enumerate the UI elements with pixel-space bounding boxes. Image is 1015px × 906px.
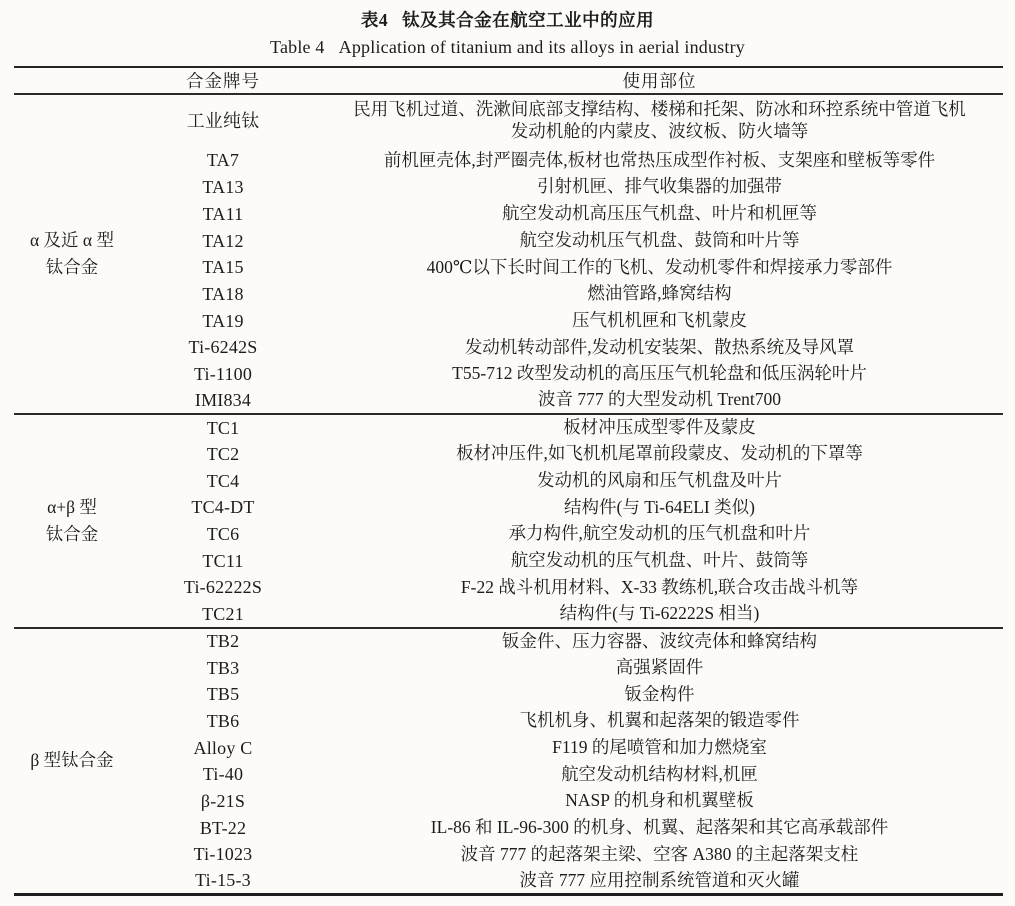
- alloy-cell: TB5: [206, 684, 240, 705]
- usage-cell: 燃油管路,蜂窝结构: [587, 283, 732, 304]
- table-row: [14, 361, 1003, 388]
- group-alpha: [14, 94, 1003, 414]
- table-caption-cn: [0, 0, 1015, 32]
- usage-cell: 高强紧固件: [615, 656, 704, 677]
- table-row: [14, 174, 1003, 201]
- usage-cell: 钣金件、压力容器、波纹壳体和蜂窝结构: [502, 630, 817, 651]
- table-row: [14, 441, 1003, 468]
- table-row: [14, 94, 1003, 147]
- alloy-cell: TC11: [202, 550, 244, 571]
- alloy-cell: TA13: [202, 177, 244, 198]
- usage-cell: 航空发动机的压气机盘、叶片、鼓筒等: [510, 550, 809, 571]
- group-label-line1: β 型钛合金: [30, 750, 114, 771]
- usage-cell: 结构件(与 Ti-64ELI 类似): [564, 496, 755, 517]
- usage-cell: 钣金构件: [624, 683, 695, 704]
- usage-cell: 航空发动机压气机盘、鼓筒和叶片等: [519, 229, 800, 250]
- usage-cell: 压气机机匣和飞机蒙皮: [572, 309, 747, 330]
- table-row: [14, 815, 1003, 842]
- table-row: [14, 308, 1003, 335]
- group-label-alpha-beta: [14, 414, 130, 628]
- table-row: [14, 521, 1003, 548]
- alloy-cell: TC21: [202, 603, 244, 624]
- header-row: [14, 67, 1003, 94]
- table-row: [14, 574, 1003, 601]
- group-alpha-beta: [14, 414, 1003, 628]
- usage-cell: 板材冲压件,如飞机机尾罩前段蒙皮、发动机的下罩等: [456, 443, 863, 464]
- header-spacer: [14, 67, 130, 94]
- alloy-cell: TC2: [206, 444, 240, 465]
- alloy-cell: Alloy C: [193, 737, 253, 758]
- usage-cell: 波音 777 应用控制系统管道和灭火罐: [519, 869, 800, 890]
- table-caption-cn-label: 表4: [360, 10, 389, 30]
- usage-cell: 发动机转动部件,发动机安装架、散热系统及导风罩: [464, 336, 855, 357]
- table-row: [14, 601, 1003, 628]
- alloy-cell: Ti-62222S: [183, 577, 263, 598]
- table-row: [14, 468, 1003, 495]
- usage-line1: 民用飞机过道、洗漱间底部支撑结构、楼梯和托架、防冰和环控系统中管道飞机: [353, 99, 966, 120]
- usage-cell: NASP 的机身和机翼壁板: [565, 790, 754, 811]
- usage-cell: 波音 777 的起落架主梁、空客 A380 的主起落架支柱: [460, 843, 859, 864]
- usage-cell: 飞机机身、机翼和起落架的锻造零件: [519, 710, 800, 731]
- usage-cell: 航空发动机高压压气机盘、叶片和机匣等: [502, 203, 817, 224]
- table-row: [14, 147, 1003, 174]
- table-row: [14, 494, 1003, 521]
- alloy-cell: Ti-6242S: [188, 337, 258, 358]
- usage-cell: F-22 战斗机用材料、X-33 教练机,联合攻击战斗机等: [460, 576, 859, 597]
- usage-cell: 承力构件,航空发动机的压气机盘和叶片: [508, 523, 811, 544]
- alloy-cell: TC1: [206, 417, 240, 438]
- alloy-cell: TA12: [202, 230, 244, 251]
- alloy-cell: TC4: [206, 470, 240, 491]
- usage-cell: 引射机匣、排气收集器的加强带: [537, 176, 782, 197]
- alloy-cell: Ti-1023: [193, 844, 253, 865]
- usage-cell: T55-712 改型发动机的高压压气机轮盘和低压涡轮叶片: [452, 363, 867, 384]
- usage-cell: IL-86 和 IL-96-300 的机身、机翼、起落架和其它高承载部件: [430, 816, 889, 837]
- table-header: [14, 67, 1003, 94]
- alloy-cell: TA18: [202, 283, 244, 304]
- group-label-line1: α+β 型: [47, 496, 97, 517]
- usage-cell: [316, 94, 1003, 147]
- table-caption-cn-text: 钛及其合金在航空工业中的应用: [402, 10, 655, 30]
- table-row: [14, 201, 1003, 228]
- table-row: [14, 735, 1003, 762]
- header-alloy: 合金牌号: [186, 71, 260, 91]
- group-label-line2: 钛合金: [45, 257, 99, 278]
- usage-cell: 板材冲压成型零件及蒙皮: [563, 417, 756, 438]
- alloy-cell: Ti-40: [202, 764, 244, 785]
- alloy-cell: IMI834: [194, 390, 252, 411]
- table-row: [14, 548, 1003, 575]
- alloy-cell: TA7: [206, 150, 240, 171]
- table-caption-en-text: Application of titanium and its alloys in aerial industry: [338, 37, 745, 57]
- alloy-cell: β-21S: [200, 790, 246, 811]
- alloy-cell: TA19: [202, 310, 244, 331]
- table-row: [14, 254, 1003, 281]
- alloy-cell: TB2: [206, 631, 240, 652]
- application-table: [14, 66, 1003, 896]
- group-label-alpha: [14, 94, 130, 414]
- group-label-line1: α 及近 α 型: [30, 230, 114, 250]
- group-beta: [14, 628, 1003, 895]
- table-row: [14, 868, 1003, 895]
- group-label-beta: [14, 628, 130, 895]
- usage-cell: 发动机的风扇和压气机盘及叶片: [537, 470, 782, 491]
- usage-cell: 400℃以下长时间工作的飞机、发动机零件和焊接承力零部件: [426, 256, 893, 277]
- usage-cell: 结构件(与 Ti-62222S 相当): [559, 602, 760, 623]
- table-row: [14, 414, 1003, 441]
- usage-cell: 波音 777 的大型发动机 Trent700: [538, 389, 781, 410]
- usage-cell: 航空发动机结构材料,机匣: [561, 763, 758, 784]
- alloy-cell: TB6: [206, 710, 240, 731]
- alloy-cell: TA15: [202, 257, 244, 278]
- alloy-cell: TC6: [206, 524, 240, 545]
- alloy-cell: 工业纯钛: [186, 110, 260, 131]
- usage-cell: F119 的尾喷管和加力燃烧室: [552, 736, 767, 757]
- group-label-line2: 钛合金: [45, 524, 99, 545]
- alloy-cell: TC4-DT: [191, 497, 255, 518]
- usage-line2: 发动机舱的内蒙皮、波纹板、防火墙等: [510, 121, 809, 142]
- table-row: [14, 227, 1003, 254]
- table-row: [14, 681, 1003, 708]
- table-row: [14, 628, 1003, 655]
- table-row: [14, 654, 1003, 681]
- table-row: [14, 708, 1003, 735]
- alloy-cell: BT-22: [199, 817, 247, 838]
- header-usage: 使用部位: [622, 71, 697, 91]
- table-row: [14, 334, 1003, 361]
- table-row: [14, 761, 1003, 788]
- alloy-cell: TB3: [206, 657, 240, 678]
- alloy-cell: Ti-15-3: [195, 870, 251, 891]
- table-row: [14, 841, 1003, 868]
- table-row: [14, 281, 1003, 308]
- table-caption-en: [0, 37, 1015, 58]
- alloy-cell: TA11: [202, 203, 244, 224]
- table-row: [14, 388, 1003, 415]
- table-caption-en-label: Table 4: [270, 37, 325, 57]
- alloy-cell: Ti-1100: [193, 363, 253, 384]
- table-row: [14, 788, 1003, 815]
- usage-cell: 前机匣壳体,封严圈壳体,板材也常热压成型作衬板、支架座和壁板等零件: [383, 149, 936, 170]
